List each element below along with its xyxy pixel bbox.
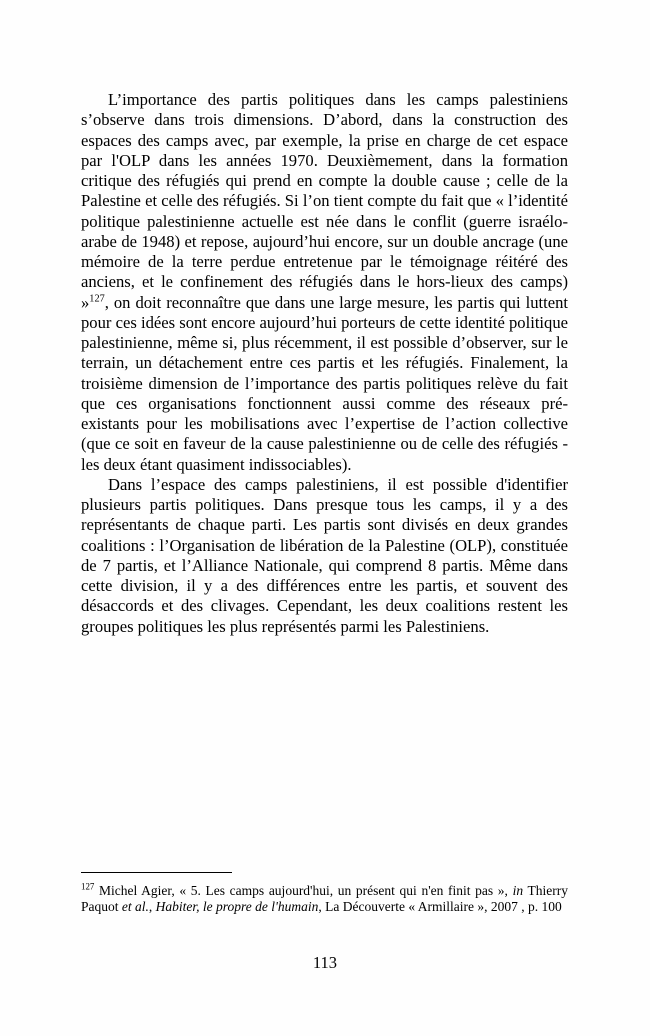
footnote-text: Michel Agier, « 5. Les camps aujourd'hui, un présent qui n'en finit pas », xyxy=(94,883,513,898)
paragraph-1 xyxy=(81,90,568,475)
footnote-italic-in: in xyxy=(512,883,524,898)
paragraph-1-text: L’importance des partis politiques dans les camps palestiniens s’observe dans trois dimensions. D’abord, dans la construction des espaces des camps avec, par exemple, la prise en charge de cet espace par l'OLP dans les années 1970. Deuxièmement, dans la formation critique des réfugiés qui prend en compte la double cause ; celle de la Palestine et celle des réfugiés. Si l’on tient compte du fait que « l’identité politique palestinienne actuelle est née dans le conflit (guerre israélo-arabe de 1948) et repose, aujourd’hui encore, sur un double ancrage (une mémoire de la terre perdue entretenue par le témoignage réitéré des anciens, et le confinement des réfugiés dans le hors-lieux des camps) » xyxy=(81,90,568,312)
footnote-text: , xyxy=(148,899,156,915)
footnote-text: Thierry Paquot xyxy=(81,883,568,915)
footnote-marker: 127 xyxy=(81,881,95,892)
footnote-italic-title: Habiter, le propre de l'humain xyxy=(155,899,319,915)
page-number: 113 xyxy=(312,953,338,972)
paragraph-2: Dans l’espace des camps palestiniens, il est possible d'identifier plusieurs partis politiques. Dans presque tous les camps, il y a des représentants de chaque parti. Les partis sont divisés en deux grandes coalitions : l’Organisation de libération de la Palestine (OLP), constituée de 7 partis, et l’Alliance Nationale, qui comprend 8 partis. Même dans cette division, il y a des différences entre les partis, et souvent des désaccords et des clivages. Cependant, les deux coalitions restent les groupes politiques les plus représentés parmi les Palestiniens. xyxy=(81,474,568,636)
footnote-separator xyxy=(81,872,232,873)
paragraph-1-text-continued: , on doit reconnaître que dans une large mesure, les partis qui luttent pour ces idées sont encore aujourd’hui porteurs de cette identité politique palestinienne, même si, plus récemment, il est possible d’observer, sur le terrain, un détachement entre ces partis et les réfugiés. Finalement, la troisième dimension de l’importance des partis politiques relève du fait que ces organisations fonctionnent aussi comme des réseaux pré-existants pour les mobilisations avec l’expertise de l’action collective (que ce soit en faveur de la cause palestinienne ou de celle des réfugiés - les deux étant quasiment indissociables). xyxy=(81,292,568,474)
footnote-area xyxy=(81,872,568,915)
footnote-reference-127: 127 xyxy=(89,292,105,304)
footnote-italic-etal: et al. xyxy=(121,899,149,915)
footnote-127 xyxy=(81,883,568,915)
body-text xyxy=(81,90,568,637)
footnote-text: , La Découverte « Armillaire », 2007 , p. 100 xyxy=(318,899,562,915)
